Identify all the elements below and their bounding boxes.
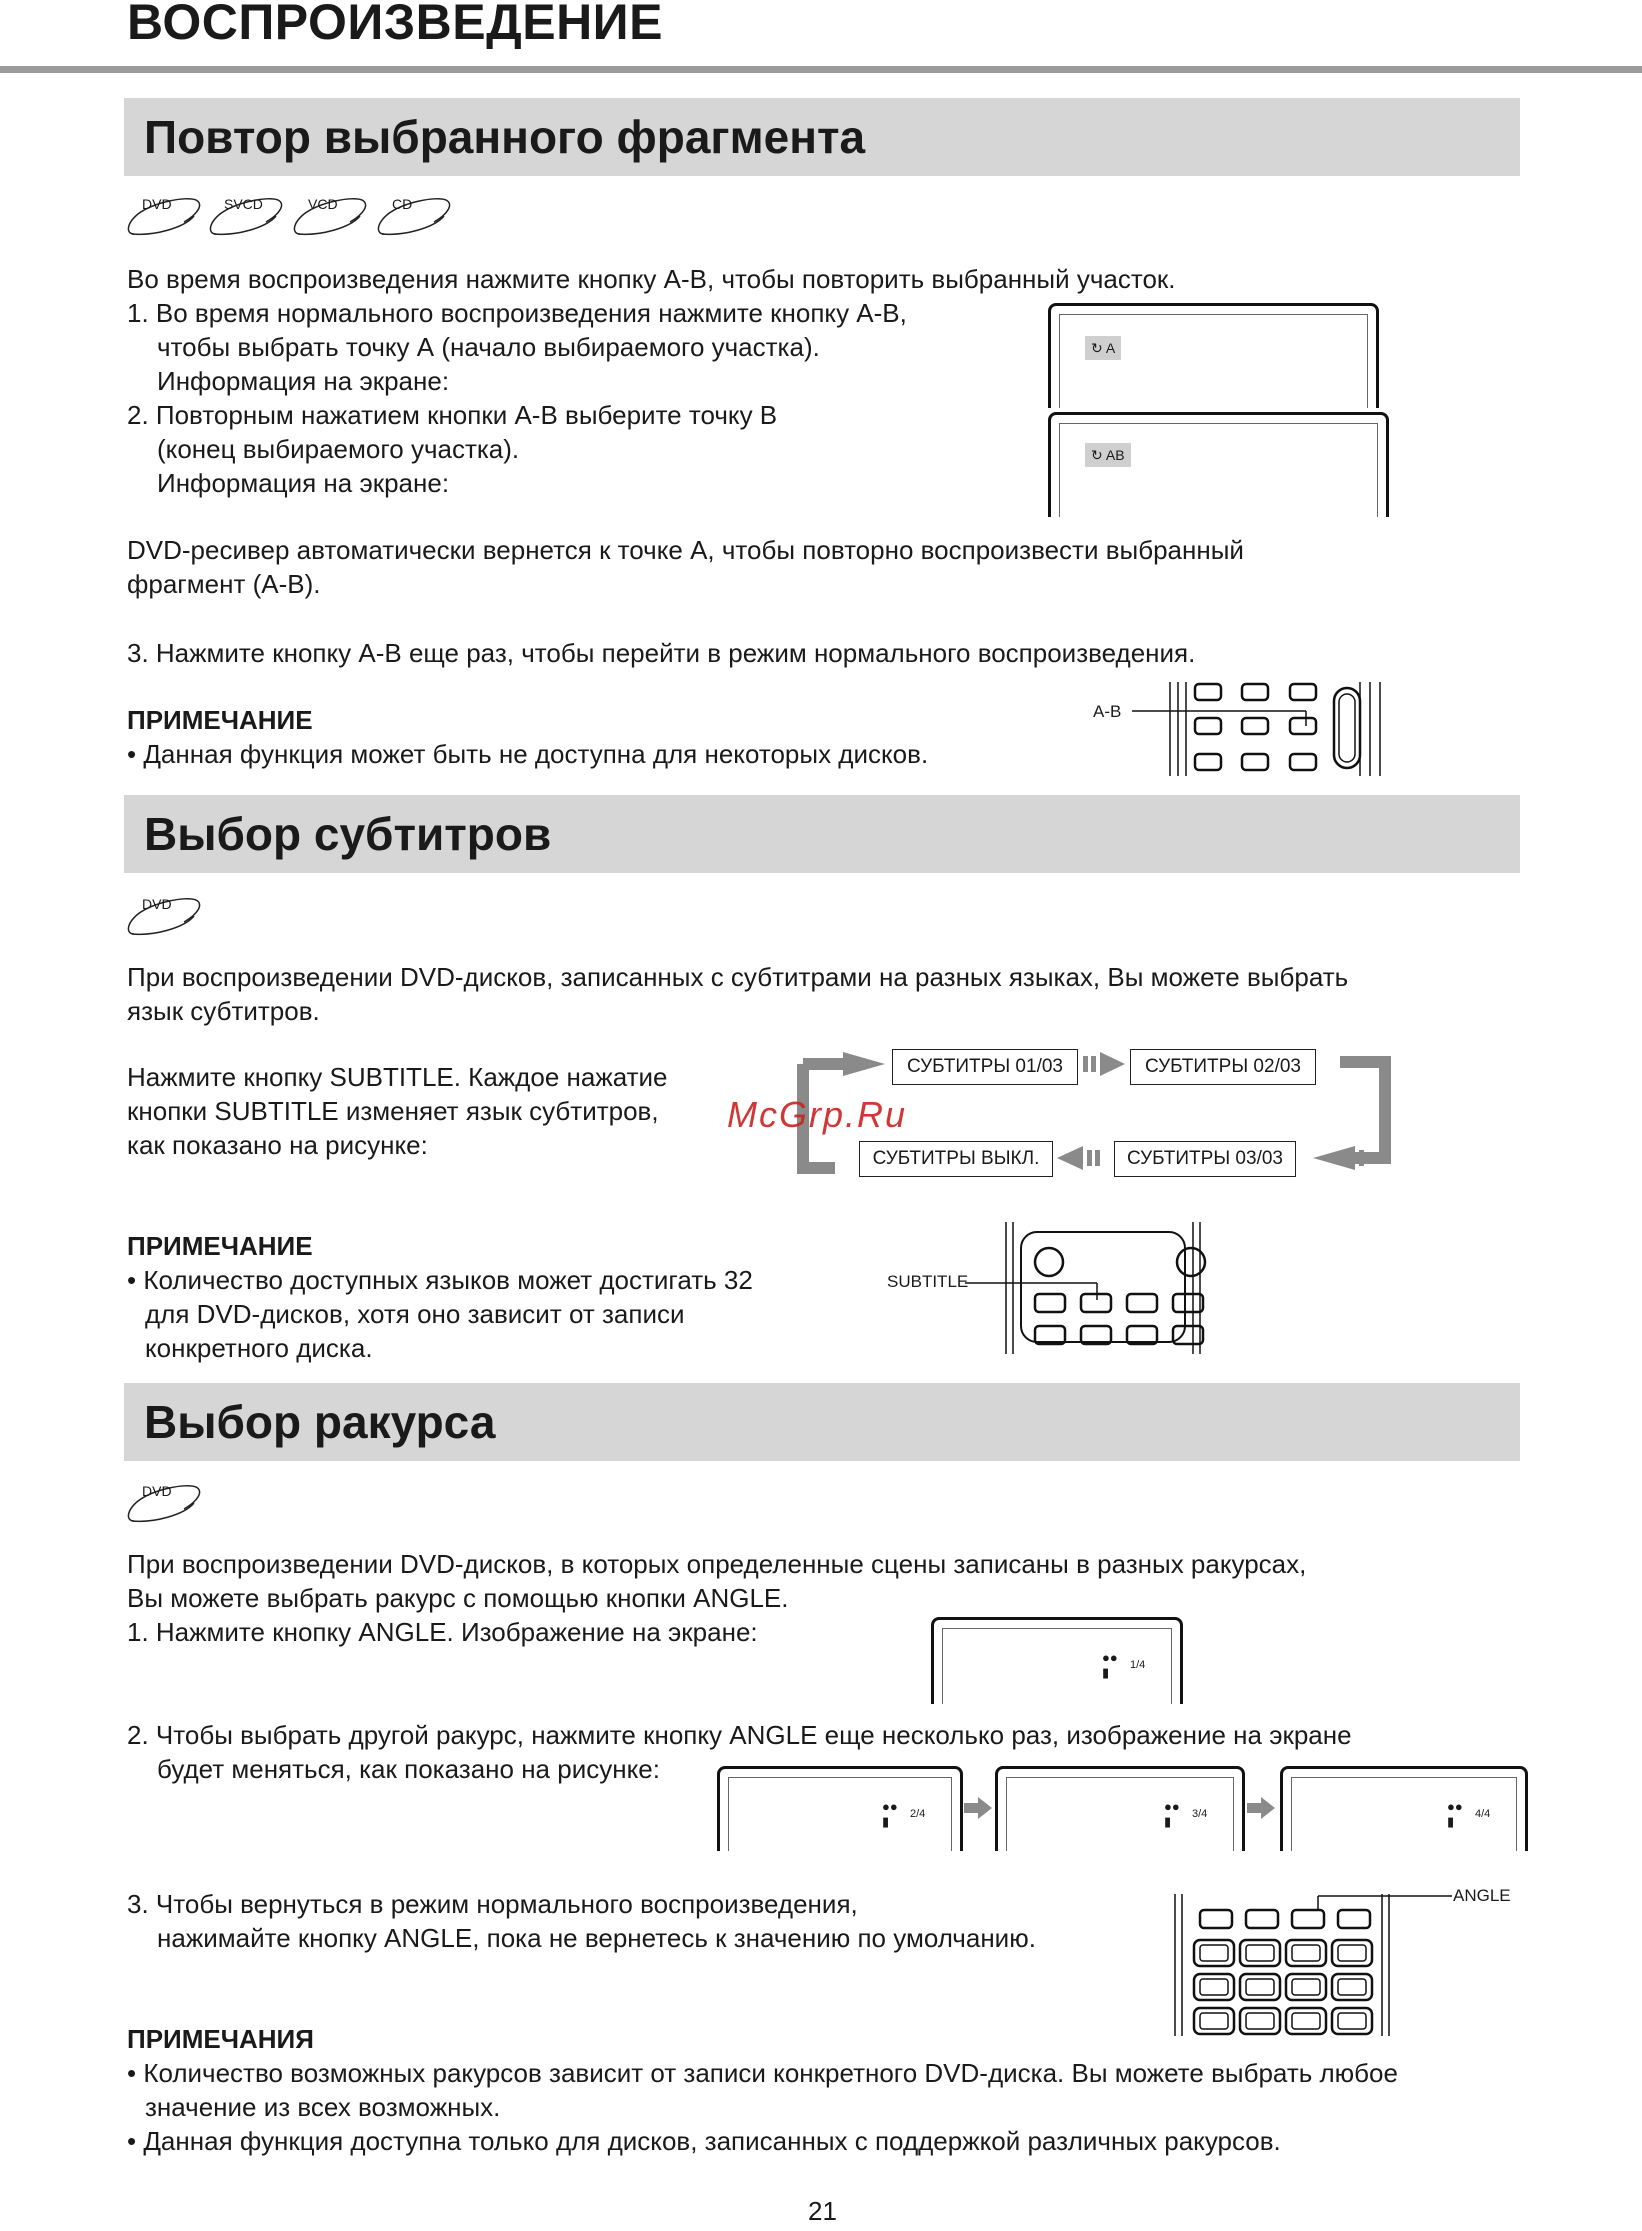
disc-cd-icon	[374, 194, 452, 236]
section-header-angle	[124, 1383, 1520, 1461]
disc-svcd-icon	[206, 194, 284, 236]
angle-value-4: 4/4	[1475, 1808, 1491, 1820]
watermark: McGrp.Ru	[727, 1094, 908, 1135]
disc-vcd-icon	[290, 194, 368, 236]
camera-icon: ●● ▮	[1164, 1799, 1180, 1829]
camera-icon: ●● ▮	[882, 1799, 898, 1829]
arrow-right-icon	[1247, 1797, 1277, 1819]
repeat-step1-line2: чтобы выбрать точку А (начало выбираемого участка).	[157, 332, 820, 362]
subtitle-note-line2: для DVD-дисков, хотя оно зависит от записи	[145, 1299, 685, 1329]
subtitle-intro-line2: язык субтитров.	[127, 996, 320, 1026]
angle-screen-4	[1280, 1766, 1528, 1851]
section-header-subtitles	[124, 795, 1520, 873]
subtitle-box-off: СУБТИТРЫ ВЫКЛ.	[859, 1141, 1053, 1177]
arrow-right-icon	[964, 1797, 994, 1819]
subtitle-intro-line1: При воспроизведении DVD-дисков, записанных с субтитрами на разных языках, Вы можете выбрать	[127, 962, 1349, 992]
disc-cd-label: CD	[392, 196, 413, 212]
angle-note1-line1: • Количество возможных ракурсов зависит от записи конкретного DVD-диска. Вы можете выбрать любое	[127, 2058, 1398, 2088]
subtitle-box-01: СУБТИТРЫ 01/03	[892, 1049, 1078, 1085]
remote-ab-illustration	[1120, 676, 1400, 782]
disc-dvd-icon	[124, 1481, 202, 1523]
camera-icon: ●● ▮	[1102, 1650, 1118, 1680]
repeat-note-title: ПРИМЕЧАНИЕ	[127, 705, 313, 735]
angle-step2-line1: 2. Чтобы выбрать другой ракурс, нажмите кнопку ANGLE еще несколько раз, изображение на экране	[127, 1720, 1352, 1750]
angle-screen-3	[995, 1766, 1245, 1851]
repeat-intro: Во время воспроизведения нажмите кнопку A-B, чтобы повторить выбранный участок.	[127, 264, 1176, 294]
osd-screen-ab	[1048, 412, 1389, 517]
disc-vcd-label: VCD	[308, 196, 338, 212]
subtitle-press-line3: как показано на рисунке:	[127, 1130, 428, 1160]
angle-screen-2	[717, 1766, 963, 1851]
angle-step1: 1. Нажмите кнопку ANGLE. Изображение на экране:	[127, 1617, 758, 1647]
repeat-step3: 3. Нажмите кнопку A-B еще раз, чтобы перейти в режим нормального воспроизведения.	[127, 638, 1196, 668]
repeat-note-text: • Данная функция может быть не доступна для некоторых дисков.	[127, 739, 929, 769]
angle-notes-title: ПРИМЕЧАНИЯ	[127, 2024, 314, 2054]
subtitle-press-line2: кнопки SUBTITLE изменяет язык субтитров,	[127, 1096, 659, 1126]
disc-svcd-label: SVCD	[224, 196, 263, 212]
remote-subtitle-label: SUBTITLE	[887, 1272, 969, 1291]
section-title-repeat: Повтор выбранного фрагмента	[144, 111, 866, 163]
disc-dvd-label: DVD	[142, 1483, 172, 1499]
subtitle-box-03: СУБТИТРЫ 03/03	[1114, 1141, 1296, 1177]
subtitle-press-line1: Нажмите кнопку SUBTITLE. Каждое нажатие	[127, 1062, 668, 1092]
repeat-auto-line2: фрагмент (A-B).	[127, 569, 321, 599]
subtitle-note-line3: конкретного диска.	[145, 1333, 373, 1363]
remote-ab-label: A-B	[1093, 702, 1122, 721]
repeat-step2-line2: (конец выбираемого участка).	[157, 434, 520, 464]
disc-dvd-icon	[124, 894, 202, 936]
repeat-step2-line3: Информация на экране:	[157, 468, 450, 498]
angle-note2: • Данная функция доступна только для дисков, записанных с поддержкой различных ракурсов.	[127, 2126, 1281, 2156]
page-number: 21	[808, 2196, 837, 2226]
repeat-auto-line1: DVD-ресивер автоматически вернется к точке А, чтобы повторно воспроизвести выбранный	[127, 535, 1244, 565]
angle-step3-line1: 3. Чтобы вернуться в режим нормального воспроизведения,	[127, 1889, 858, 1919]
angle-value-1: 1/4	[1130, 1659, 1146, 1671]
remote-angle-illustration	[1168, 1890, 1452, 2040]
camera-icon: ●● ▮	[1447, 1799, 1463, 1829]
repeat-step1-line1: 1. Во время нормального воспроизведения нажмите кнопку A-B,	[127, 298, 907, 328]
title-divider	[0, 66, 1642, 73]
angle-note1-line2: значение из всех возможных.	[145, 2092, 501, 2122]
subtitle-note-line1: • Количество доступных языков может достигать 32	[127, 1265, 753, 1295]
osd-tag-a-text: A	[1105, 340, 1116, 356]
subtitle-box-02: СУБТИТРЫ 02/03	[1130, 1049, 1316, 1085]
angle-intro-line2: Вы можете выбрать ракурс с помощью кнопки ANGLE.	[127, 1583, 789, 1613]
disc-dvd-label: DVD	[142, 196, 172, 212]
remote-subtitle-illustration	[965, 1218, 1235, 1358]
disc-dvd-label: DVD	[142, 896, 172, 912]
page-title: ВОСПРОИЗВЕДЕНИЕ	[127, 0, 663, 50]
angle-value-2: 2/4	[910, 1808, 926, 1820]
angle-screen-1	[931, 1617, 1183, 1704]
section-title-angle: Выбор ракурса	[144, 1396, 496, 1448]
section-title-subtitles: Выбор субтитров	[144, 808, 552, 860]
osd-tag-ab	[1085, 443, 1131, 467]
angle-step3-line2: нажимайте кнопку ANGLE, пока не вернетесь к значению по умолчанию.	[157, 1923, 1036, 1953]
angle-value-3: 3/4	[1192, 1808, 1208, 1820]
repeat-step1-line3: Информация на экране:	[157, 366, 450, 396]
section-header-repeat	[124, 98, 1520, 176]
repeat-icon: ↻	[1091, 340, 1103, 356]
osd-tag-ab-text: AB	[1105, 447, 1125, 463]
disc-dvd-icon	[124, 194, 202, 236]
osd-tag-a	[1085, 336, 1121, 360]
angle-step2-line2: будет меняться, как показано на рисунке:	[157, 1754, 660, 1784]
repeat-step2-line1: 2. Повторным нажатием кнопки A-B выберите точку В	[127, 400, 778, 430]
remote-angle-label: ANGLE	[1453, 1886, 1511, 1905]
osd-screen-a	[1048, 303, 1379, 408]
angle-intro-line1: При воспроизведении DVD-дисков, в которых определенные сцены записаны в разных ракурсах,	[127, 1549, 1307, 1579]
subtitle-note-title: ПРИМЕЧАНИЕ	[127, 1231, 313, 1261]
repeat-icon: ↻	[1091, 447, 1103, 463]
